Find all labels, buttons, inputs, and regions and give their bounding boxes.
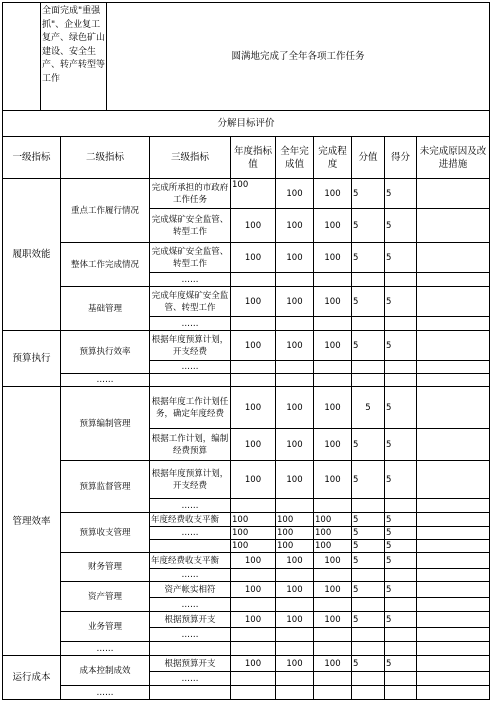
level3-by-budget: 根据预算开支 [150,612,231,628]
header-level1: 一级指标 [3,137,61,179]
cell-full: 100 [276,461,314,499]
cell-completion: 100 [314,461,352,499]
cell-target: 100 [231,527,276,540]
cell-got: 5 [385,387,417,429]
level3-io-balance-b: 年度经费收支平衡 [150,553,231,569]
level2-key-work: 重点工作履行情况 [61,179,150,243]
cell-got: 5 [385,612,417,628]
cell-reason [417,553,490,569]
cell-target: 100 [231,209,276,243]
level2-budget-exec-rate: 预算执行效率 [61,331,150,374]
level3-gov-tasks: 完成所承担的市政府工作任务 [150,179,231,209]
level3-safety-b: 完成煤矿安全监管、转型工作 [150,243,231,273]
cell-reason [417,540,490,553]
level3-dots: …… [150,569,231,582]
cell-target: 100 [231,582,276,598]
cell-target: 100 [231,553,276,569]
cell-got: 5 [385,513,417,527]
level3-budget-plan: 根据年度预算计划，开支经费 [150,331,231,361]
header-got: 得分 [385,137,417,179]
cell-completion: 100 [314,243,352,273]
goal-description: 全面完成"重强抓"、企业复工复产、绿色矿山建设、安全生产、转产转型等工作 [41,3,107,111]
level3-budget-plan-b: 根据年度预算计划，开支经费 [150,461,231,499]
cell-score: 5 [352,287,385,317]
cell-got: 5 [385,429,417,461]
level2-dots: …… [61,642,150,656]
cell-reason [417,179,490,209]
section-title: 分解目标评价 [3,111,490,137]
cell-score: 5 [352,331,385,361]
level3-annual-safety: 完成年度煤矿安全监管、转型工作 [150,287,231,317]
cell-got: 5 [385,553,417,569]
cell-score: 5 [352,582,385,598]
cell-got: 5 [385,527,417,540]
level2-overall-work: 整体工作完成情况 [61,243,150,287]
cell-full: 100 [276,287,314,317]
goal-blank-cell [3,3,41,111]
cell-full: 100 [276,527,314,540]
level3-plan-prep: 根据工作计划，编制经费预算 [150,429,231,461]
cell-score: 5 [352,179,385,209]
cell-got: 5 [385,656,417,672]
level3-dots: …… [150,628,231,642]
level3-by-budget-b: 根据预算开支 [150,656,231,672]
level2-basic-mgmt: 基础管理 [61,287,150,331]
header-reason: 未完成原因及改进措施 [417,137,490,179]
level3-dots: …… [150,499,231,513]
cell-score: 5 [352,209,385,243]
cell-completion: 100 [314,179,352,209]
level3-dots: …… [150,672,231,686]
cell-completion: 100 [314,527,352,540]
cell-reason [417,513,490,527]
cell-got: 5 [385,582,417,598]
header-full-year: 全年完成值 [276,137,314,179]
cell-reason [417,287,490,317]
level3-dots: …… [150,317,231,331]
cell-full: 100 [276,387,314,429]
cell-score: 5 [352,540,385,553]
cell-completion: 100 [314,553,352,569]
cell-full: 100 [276,331,314,361]
cell-score: 5 [352,527,385,540]
cell-full: 100 [276,582,314,598]
level3-io-balance: 年度经费收支平衡 [150,513,231,527]
level2-finance: 财务管理 [61,553,150,582]
cell-target: 100 [231,540,276,553]
cell-completion: 100 [314,612,352,628]
cell-target: 100 [231,287,276,317]
cell-score: 5 [352,461,385,499]
goal-table [2,2,490,111]
cell-got: 5 [385,209,417,243]
cell-target: 100 [231,461,276,499]
cell-reason [417,243,490,273]
level1-budget: 预算执行 [3,331,61,387]
cell-got: 5 [385,540,417,553]
level3-safety-a: 完成煤矿安全监管、转型工作 [150,209,231,243]
header-level2: 二级指标 [61,137,150,179]
cell-score: 5 [352,656,385,672]
cell-full: 100 [276,243,314,273]
cell-reason [417,331,490,361]
cell-completion: 100 [314,287,352,317]
cell-completion: 100 [314,540,352,553]
level3-asset-match: 资产帐实相符 [150,582,231,598]
cell-target: 100 [231,387,276,429]
cell-score: 5 [352,513,385,527]
cell-full: 100 [276,540,314,553]
cell-score: 5 [352,553,385,569]
header-completion: 完成程度 [314,137,352,179]
cell-score: 5 [352,612,385,628]
cell-full: 100 [276,179,314,209]
cell-score: 5 [352,429,385,461]
level3-dots: …… [150,361,231,374]
cell-completion: 100 [314,429,352,461]
level2-cost-ctrl: 成本控制成效 [61,656,150,686]
header-score: 分值 [352,137,385,179]
level2-budget-io: 预算收支管理 [61,513,150,553]
cell-reason [417,656,490,672]
cell-completion: 100 [314,331,352,361]
level3-plan-budget: 根据年度工作计划任务，确定年度经费 [150,387,231,429]
level2-asset: 资产管理 [61,582,150,612]
cell-full: 100 [276,553,314,569]
level2-dots: …… [61,686,150,700]
cell-full: 100 [276,429,314,461]
header-annual-target: 年度指标值 [231,137,276,179]
cell-got: 5 [385,179,417,209]
cell-target: 100 [231,243,276,273]
cell-full: 100 [276,656,314,672]
cell-target: 100 [231,179,276,209]
level1-mgmt: 管理效率 [3,387,61,656]
cell-target: 100 [231,429,276,461]
evaluation-table [2,110,490,700]
cell-score: 5 [352,387,385,429]
cell-target: 100 [231,656,276,672]
cell-got: 5 [385,331,417,361]
level3-dots: …… [150,598,231,612]
cell-completion: 100 [314,387,352,429]
cell-completion: 100 [314,656,352,672]
cell-got: 5 [385,287,417,317]
level1-duty: 履职效能 [3,179,61,331]
cell-full: 100 [276,209,314,243]
level2-business: 业务管理 [61,612,150,642]
cell-reason [417,461,490,499]
cell-got: 5 [385,461,417,499]
level3-dots: …… [150,273,231,287]
cell-target: 100 [231,612,276,628]
cell-reason [417,209,490,243]
cell-reason [417,527,490,540]
level2-budget-prep: 预算编制管理 [61,387,150,461]
cell-target: 100 [231,331,276,361]
cell-reason [417,429,490,461]
level3-dots: …… [150,527,231,540]
goal-result: 圆满地完成了全年各项工作任务 [107,3,490,111]
cell-completion: 100 [314,209,352,243]
cell-got: 5 [385,243,417,273]
header-level3: 三级指标 [150,137,231,179]
cell-score: 5 [352,243,385,273]
cell-completion: 100 [314,582,352,598]
cell-target: 100 [231,513,276,527]
cell-reason [417,612,490,628]
cell-reason [417,582,490,598]
level2-budget-supervise: 预算监督管理 [61,461,150,513]
level2-dots: …… [61,374,150,387]
cell-reason [417,387,490,429]
level1-cost: 运行成本 [3,656,61,700]
cell-completion: 100 [314,513,352,527]
cell-full: 100 [276,612,314,628]
cell-full: 100 [276,513,314,527]
